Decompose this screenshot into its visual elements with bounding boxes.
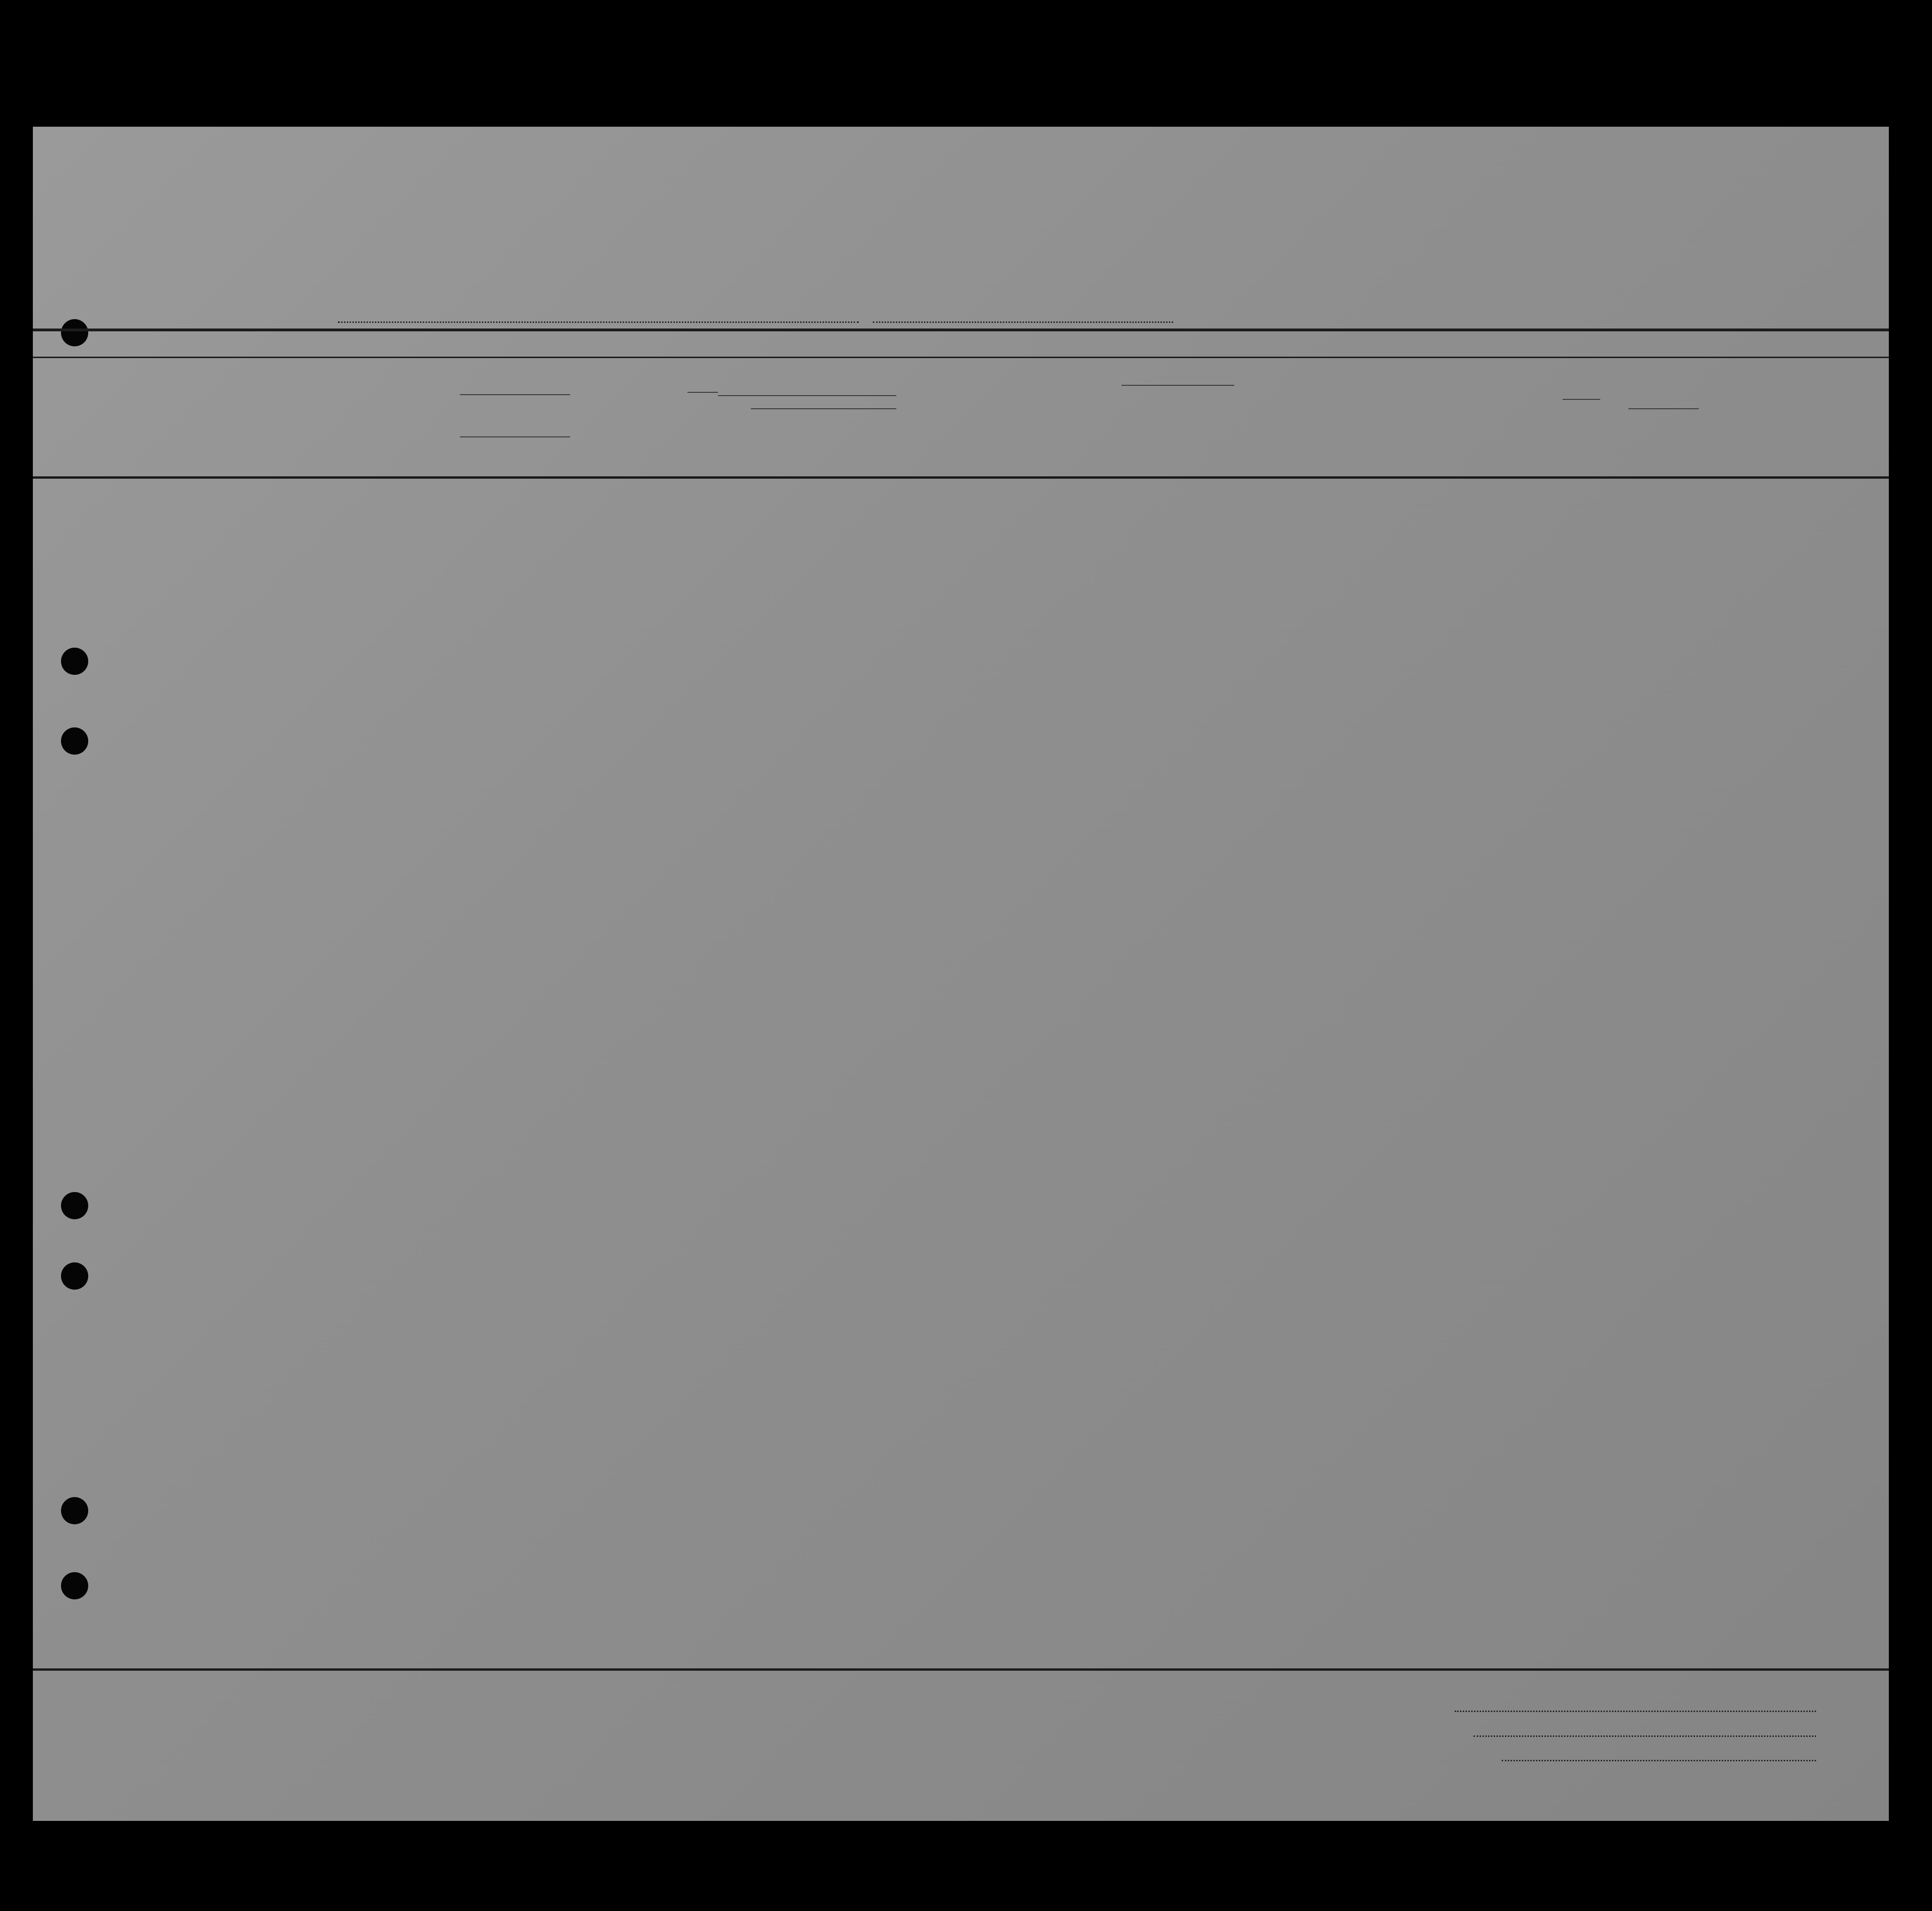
- date-line: [873, 321, 1173, 323]
- binding-hole: [61, 1262, 88, 1290]
- binding-hole: [61, 1497, 88, 1524]
- owners-underline: [1474, 1735, 1816, 1737]
- binding-hole: [61, 1192, 88, 1219]
- column-header: [33, 333, 1889, 821]
- bottom-rule: [33, 1668, 1889, 1671]
- binding-hole: [61, 1572, 88, 1599]
- agents-underline: [1502, 1760, 1816, 1761]
- manifest-sheet: [33, 127, 1889, 1821]
- top-rule: [33, 329, 1889, 331]
- port-line: [338, 321, 859, 323]
- line-underline: [1455, 1711, 1816, 1712]
